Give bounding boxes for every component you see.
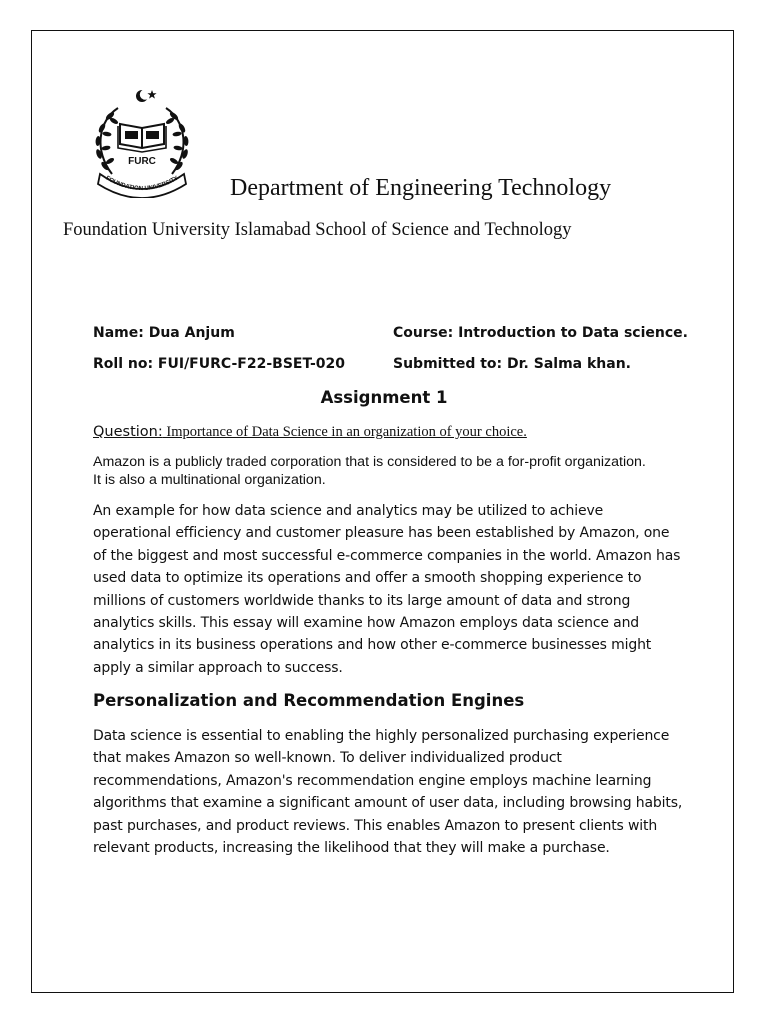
furc-logo [88,86,196,198]
assignment-title: Assignment 1 [320,388,448,407]
logo-furc-text: FURC [128,156,156,167]
course-name: Course: Introduction to Data science. [393,325,688,341]
roll-number: Roll no: FUI/FURC-F22-BSET-020 [93,356,345,372]
submitted-to: Submitted to: Dr. Salma khan. [393,356,631,372]
logo-ring-text: FOUNDATION UNIVERSITY [104,175,180,193]
department-title: Department of Engineering Technology [230,175,612,201]
question [93,423,527,441]
question-label: Question: [93,424,163,440]
intro-paragraph: Amazon is a publicly traded corporation that is considered to be a for-profit organization. It is also a multinational organization. [93,454,646,488]
section-heading: Personalization and Recommendation Engines [93,691,525,710]
university-title: Foundation University Islamabad School of Science and Technology [63,220,572,240]
student-name: Name: Dua Anjum [93,325,235,341]
paragraph-2: Data science is essential to enabling the highly personalized purchasing experience that makes Amazon so well-known. To deliver individualized product recommendations, Amazon's recommendation engine employs machine learning algorithms that examine a significant amount of user data, including browsing habits, past purchases, and product reviews. This enables Amazon to present clients with relevant products, increasing the likelihood that they will make a purchase. [93,728,683,857]
paragraph-1: An example for how data science and analytics may be utilized to achieve operational efficiency and customer pleasure has been established by Amazon, one of the biggest and most successful e-commerce companies in the world. Amazon has used data to optimize its operations and offer a smooth shopping experience to millions of customers worldwide thanks to its large amount of data and strong analytics skills. This essay will examine how Amazon employs data science and analytics in its business operations and how other e-commerce businesses might apply a similar approach to success. [93,503,681,676]
question-text: Importance of Data Science in an organization of your choice. [162,424,527,440]
